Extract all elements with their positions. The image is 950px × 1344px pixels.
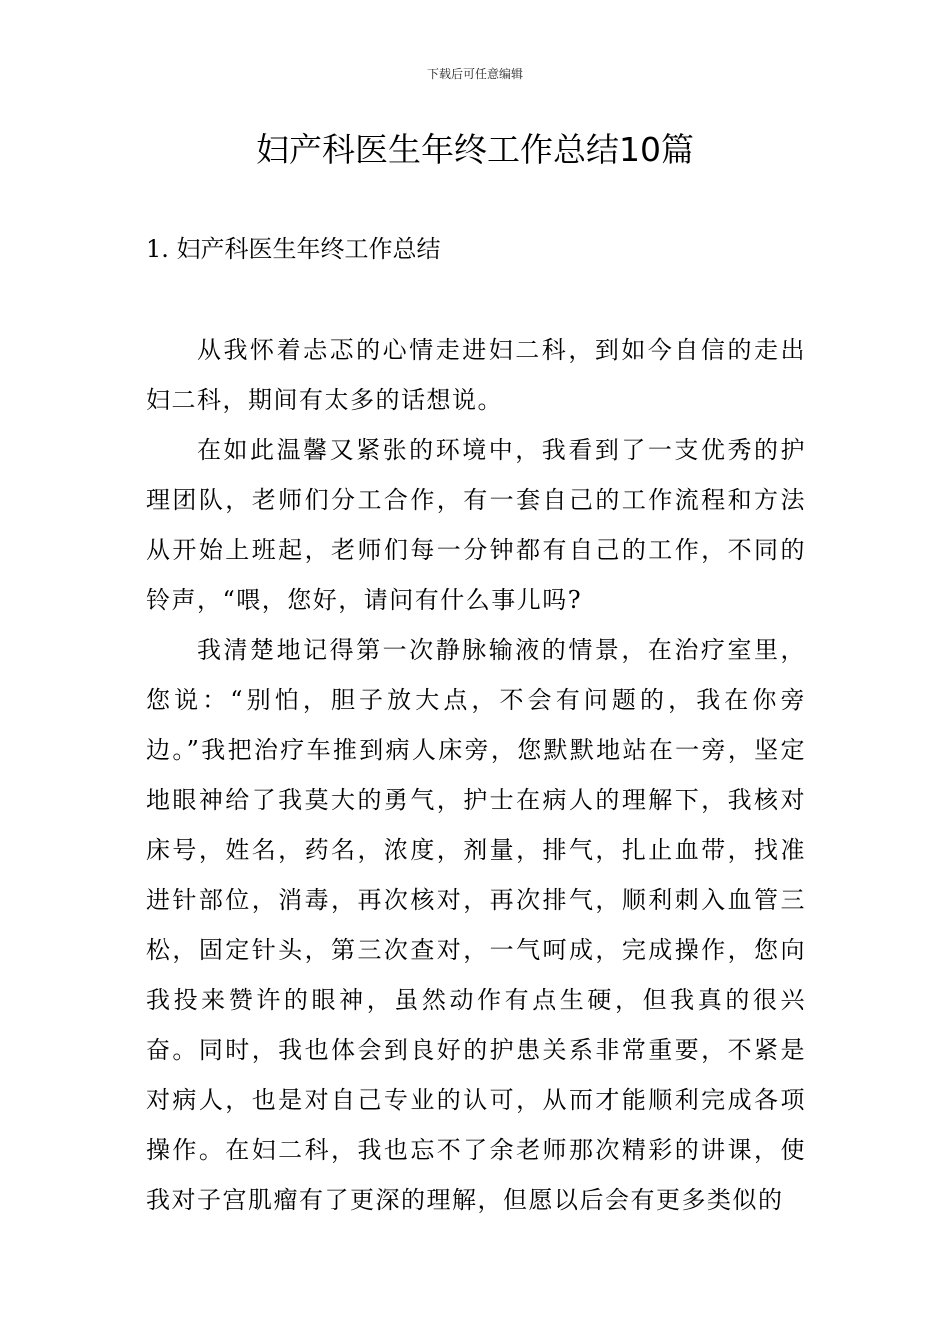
paragraph: 从我怀着忐忑的心情走进妇二科，到如今自信的走出妇二科，期间有太多的话想说。 bbox=[146, 336, 806, 414]
document-body bbox=[146, 325, 806, 1225]
paragraph: 在如此温馨又紧张的环境中，我看到了一支优秀的护理团队，老师们分工合作，有一套自己的工作流程和方法从开始上班起，老师们每一分钟都有自己的工作，不同的铃声，“喂，您好，请问有什么事儿吗? bbox=[146, 436, 806, 614]
paragraph: 我清楚地记得第一次静脉输液的情景，在治疗室里，您说：“别怕，胆子放大点，不会有问题的，我在你旁边。”我把治疗车推到病人床旁，您默默地站在一旁，坚定地眼神给了我莫大的勇气，护士在病人的理解下，我核对床号，姓名，药名，浓度，剂量，排气，扎止血带，找准进针部位，消毒，再次核对，再次排气，顺利刺入血管三松，固定针头，第三次查对，一气呵成，完成操作，您向我投来赞许的眼神，虽然动作有点生硬，但我真的很兴奋。同时，我也体会到良好的护患关系非常重要，不紧是对病人，也是对自己专业的认可，从而才能顺利完成各项操作。在妇二科，我也忘不了余老师那次精彩的讲课，使我对子宫肌瘤有了更深的理解，但愿以后会有更多类似的 bbox=[146, 636, 806, 1214]
section-heading: 1. 妇产科医生年终工作总结 bbox=[146, 235, 441, 263]
header-note: 下载后可任意编辑 bbox=[426, 67, 523, 81]
document-title: 妇产科医生年终工作总结10篇 bbox=[256, 130, 694, 169]
